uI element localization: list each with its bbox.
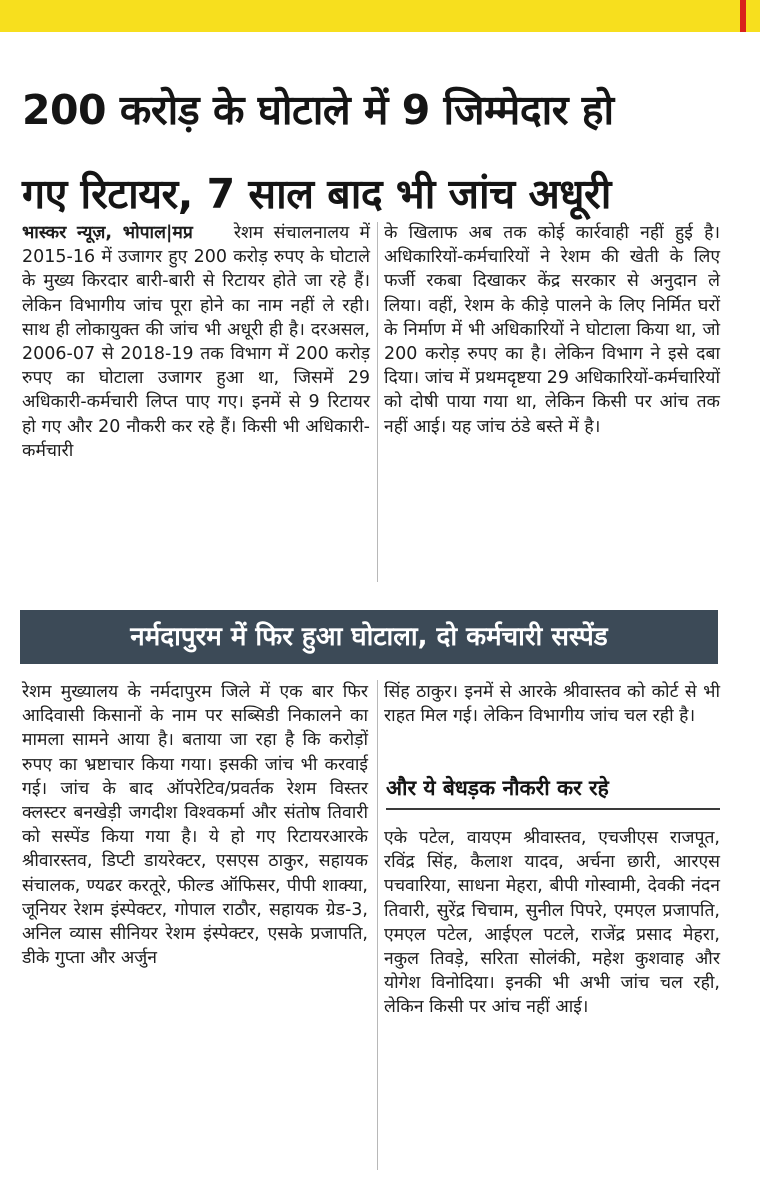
story2-column-right-list [384,826,720,1020]
column-divider-2 [377,680,378,1170]
story2-right-text: सिंह ठाकुर। इनमें से आरके श्रीवास्तव को कोर्ट से भी राहत मिल गई। लेकिन विभागीय जांच चल रही है। [384,682,720,727]
story1-column-left [22,221,370,463]
story1-column-right [384,221,720,439]
story2-column-left [22,680,368,970]
section-heading-bar: नर्मदापुरम में फिर हुआ घोटाला, दो कर्मचारी सस्पेंड [20,610,718,664]
story2-right-list-text: एके पटेल, वायएम श्रीवास्तव, एचजीएस राजपूत, रविंद्र सिंह, कैलाश यादव, अर्चना छारी, आरएस पचवारिया, साधना मेहरा, बीपी गोस्वामी, देवकी नंदन तिवारी, सुरेंद्र चिचाम, सुनील पिपरे, एमएल प्रजापति, एमएल पटेल, आईएल पटले, राजेंद्र प्रसाद मेहरा, नकुल तिवड़े, सरिता सोलंकी, महेश कुशवाह और योगेश विनोदिया। इनकी भी अभी जांच चल रही, लेकिन किसी पर आंच नहीं आई। [384,828,720,1018]
sub-heading: और ये बेधड़क नौकरी कर रहे [386,770,720,810]
story2-left-text: रेशम मुख्यालय के नर्मदापुरम जिले में एक बार फिर आदिवासी किसानों के नाम पर सब्सिडी निकालने का मामला सामने आया है। बताया जा रहा है कि करोड़ों रुपए का भ्रष्टाचार किया गया। इसकी जांच भी करवाई गई। जांच के बाद ऑपरेटिव/प्रवर्तक रेशम विस्तर क्लस्टर बनखेड़ी जगदीश विश्वकर्मा और संतोष तिवारी को सस्पेंड किया गया है। ये हो गए रिटायरआरके श्रीवारस्तव, डिप्टी डायरेक्टर, एसएस ठाकुर, सहायक संचालक, ण्यढर करतूरे, फील्ड ऑफिसर, पीपी शाक्या, जूनियर रेशम इंस्पेक्टर, गोपाल राठौर, सहायक ग्रेड-3, अनिल व्यास सीनियर रेशम इंस्पेक्टर, एसके प्रजापति, डीके गुप्ता और अर्जुन [22,682,368,969]
byline: भास्कर न्यूज़, भोपाल|मप्र [22,223,193,243]
headline-line-1: 200 करोड़ के घोटाले में 9 जिम्मेदार हो [22,86,614,134]
top-red-accent [740,0,746,32]
next-article-clipped-headline [0,1174,760,1200]
headline [22,68,738,236]
story1-left-text: रेशम संचालनालय में 2015-16 में उजागर हुए 200 करोड़ रुपए के घोटाले के मुख्य किरदार बारी-बारी से रिटायर होते जा रहे हैं। लेकिन विभागीय जांच पूरा होने का नाम नहीं ले रही। साथ ही लोकायुक्त की जांच भी अधूरी ही है। दरअसल, 2006-07 से 2018-19 तक विभाग में 200 करोड़ रुपए का घोटाला उजागर हुआ था, जिसमें 29 अधिकारी-कर्मचारी लिप्त पाए गए। इनमें से 9 रिटायर हो गए और 20 नौकरी कर रहे हैं। किसी भी अधिकारी-कर्मचारी [22,223,371,461]
story2-column-right [384,680,720,728]
headline-line-2: गए रिटायर, 7 साल बाद भी जांच अधूरी [22,170,611,218]
column-divider-1 [377,222,378,582]
story1-right-text: के खिलाफ अब तक कोई कार्रवाही नहीं हुई है। अधिकारियों-कर्मचारियों ने रेशम की खेती के लिए फर्जी रकबा दिखाकर केंद्र सरकार से अनुदान ले लिया। वहीं, रेशम के कीड़े पालने के लिए निर्मित घरों के निर्माण में भी अधिकारियों ने घोटाला किया था, जो 200 करोड़ रुपए का है। लेकिन विभाग ने इसे दबा दिया। जांच में प्रथमदृष्टया 29 अधिकारियों-कर्मचारियों को दोषी पाया गया था, लेकिन किसी पर आंच तक नहीं आई। यह जांच ठंडे बस्ते में है। [384,223,720,437]
top-color-bar [0,0,760,32]
